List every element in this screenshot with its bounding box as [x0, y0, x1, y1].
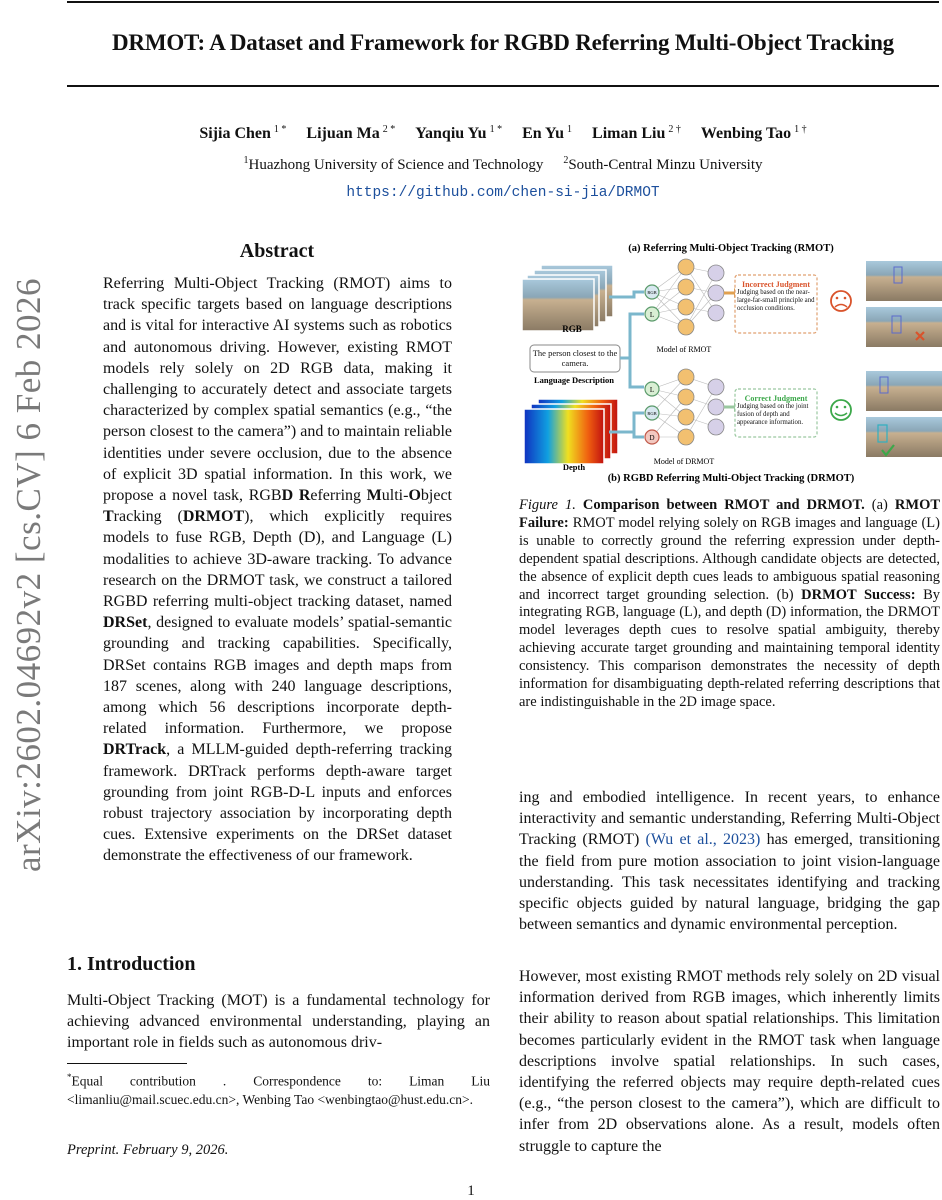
- footnote: *Equal contribution . Correspondence to: Liman Liu <limanliu@mail.scuec.edu.cn>, Wenbing Tao <wenbingtao@hust.edu.cn>.: [67, 1072, 490, 1107]
- drmot-network: [645, 369, 724, 445]
- correct-judgment-title: Correct Judgment: [744, 394, 808, 403]
- node-rgb-label: RGB: [647, 290, 657, 295]
- drmot-result-frames: [866, 371, 942, 457]
- figure-title-b: (b) RGBD Referring Multi-Object Tracking (DRMOT): [607, 473, 855, 484]
- section-heading-introduction: 1. Introduction: [67, 953, 196, 975]
- paper-title: DRMOT: A Dataset and Framework for RGBD Referring Multi-Object Tracking: [112, 30, 894, 55]
- rgb-label: RGB: [562, 324, 582, 334]
- citation-link[interactable]: (Wu et al., 2023): [645, 831, 761, 849]
- node-l-label: L: [649, 386, 655, 394]
- incorrect-judgment-text: Judging based on the near-large-far-small principle and occlusion conditions.: [737, 289, 815, 313]
- figure-caption: Figure 1. Comparison between RMOT and DRMOT. (a) RMOT Failure: RMOT model relying solely on RGB images and language (L) is unable to correctly ground the referring expression under depth-dependent spatial descriptions. Although candidate objects are detected, the absence of explicit depth cues leads to ambiguous spatial reasoning and incorrect target grounding selection. (b) DRMOT Success: By integrating RGB, language (L), and depth (D) information, the DRMOT model leverages depth cues to resolve spatial ambiguity, thereby achieving accurate target grounding and maintaining temporal identity consistency. This comparison demonstrates the necessity of depth information for disambiguating depth-related referring descriptions that are indistinguishable in the 2D image space.: [519, 497, 941, 710]
- github-link[interactable]: https://github.com/chen-si-jia/DRMOT: [346, 185, 660, 201]
- figure-title-a: (a) Referring Multi-Object Tracking (RMOT): [628, 243, 834, 254]
- depth-label: Depth: [562, 462, 586, 472]
- author: En Yu $^1$: [522, 124, 573, 143]
- abstract-text: Referring Multi-Object Tracking (RMOT) aims to track specific targets based on language descriptions and is vital for interactive AI systems such as robotics and autonomous driving. However, existing RMOT models rely solely on 2D RGB data, making it challenging to accurately detect and associate targets characterized by complex spatial semantics (e.g., “the person closest to the camera”) and to maintain reliable identities under severe occlusion, due to the absence of explicit 3D spatial information. In this work, we propose a novel task, RGBD Referring Multi-Object Tracking (DRMOT), which explicitly requires models to fuse RGB, Depth (D), and Language (L) modalities to achieve 3D-aware tracking. To advance research on the DRMOT task, we construct a tailored RGBD referring multi-object tracking dataset, named DRSet, designed to evaluate models’ spatial-semantic grounding and tracking capabilities. Specifically, DRSet contains RGB images and depth maps from 187 scenes, along with 240 language descriptions, among which 56 descriptions incorporate depth-related information. Furthermore, we propose DRTrack, a MLLM-guided depth-referring tracking framework. DRTrack performs depth-aware target grounding from joint RGB-D-L inputs and enforces robust trajectory association by incorporating depth cues. Extensive experiments on the DRSet dataset demonstrate the effectiveness of our framework.: [103, 275, 453, 865]
- author-list: [67, 124, 939, 143]
- intro-paragraph-1-continued: ing and embodied intelligence. In recent years, to enhance interactivity and semantic understanding, Referring Multi-Object Tracking (RMOT) (Wu et al., 2023) has emerged, transitioning the field from pure motion association to joint vision-language understanding. This task necessitates identifying and tracking specific objects guided by natural language, bridging the gap between semantics and dynamic environmental perception.: [519, 789, 940, 934]
- arxiv-stamp: arXiv:2602.04692v2 [cs.CV] 6 Feb 2026: [9, 277, 48, 873]
- correct-judgment-text: Judging based on the joint fusion of depth and appearance information.: [737, 403, 809, 427]
- title-rule: [67, 85, 939, 87]
- happy-face-icon: [831, 400, 851, 420]
- rmot-network: [645, 259, 724, 335]
- node-rgb-label: RGB: [647, 411, 657, 416]
- author: Liman Liu $^{2 \dagger}$: [592, 124, 681, 143]
- rgb-frames: [522, 265, 613, 331]
- intro-paragraph-2: However, most existing RMOT methods rely solely on 2D visual information derived from RGB images, which inherently limits their ability to reason about spatial relationships. This limitation becomes particularly evident in the RMOT task when language descriptions involve spatial relationships. In such cases, identifying the referred objects may require depth-related cues (e.g., “the person closest to the camera”), which are difficult to infer from 2D observations alone. As a result, models often struggle to capture the: [519, 968, 940, 1155]
- node-l-label: L: [649, 311, 655, 319]
- model-drmot-label: Model of DRMOT: [653, 457, 715, 466]
- author: Wenbing Tao $^{1 \dagger}$: [700, 124, 807, 143]
- node-d-label: D: [649, 434, 655, 442]
- rmot-result-frames: [866, 261, 942, 347]
- depth-frames: [524, 399, 618, 464]
- footnote-rule: [67, 1063, 187, 1064]
- preprint-date: Preprint. February 9, 2026.: [67, 1142, 229, 1158]
- affiliations: $^1$Huazhong University of Science and Technology $^2$South-Central Minzu University: [243, 155, 763, 173]
- incorrect-judgment-title: Incorrect Judgment: [741, 280, 811, 289]
- intro-paragraph-1: Multi-Object Tracking (MOT) is a fundamental technology for achieving advanced environmental understanding, playing an important role in fields such as autonomous driv-: [67, 992, 490, 1052]
- language-box-text: The person closest to the camera.: [532, 348, 618, 368]
- author: Lijuan Ma $^{2 *}$: [306, 124, 396, 143]
- page-number: 1: [467, 1183, 475, 1199]
- abstract-heading: Abstract: [239, 240, 315, 262]
- sad-face-icon: [831, 291, 851, 311]
- model-rmot-label: Model of RMOT: [656, 345, 712, 354]
- language-label: Language Description: [533, 375, 615, 385]
- author: Yanqiu Yu $^{1 *}$: [415, 124, 503, 143]
- author: Sijia Chen $^{1 *}$: [199, 124, 287, 143]
- top-rule: [67, 1, 939, 3]
- figure-1: [514, 237, 942, 489]
